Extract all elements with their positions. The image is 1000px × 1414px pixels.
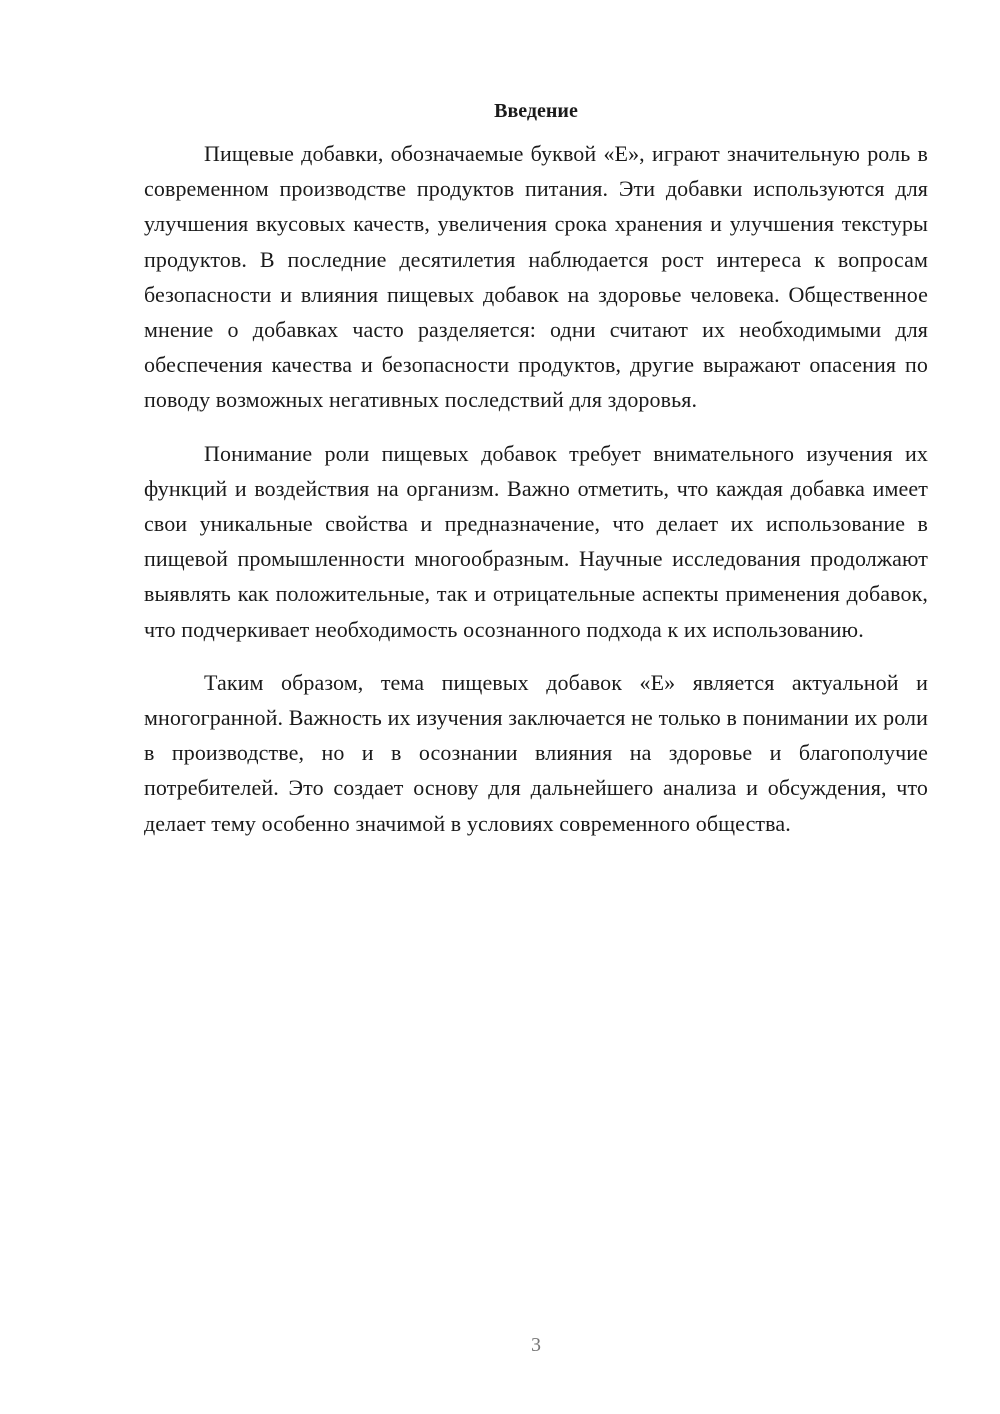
paragraph-1: Пищевые добавки, обозначаемые буквой «Е», играют значительную роль в современном производстве продуктов питания. Эти добавки используются для улучшения вкусовых качеств, увеличения срока хранения и улучшения текстуры продуктов. В последние десятилетия наблюдается рост интереса к вопросам безопасности и влияния пищевых добавок на здоровье человека. Общественное мнение о добавках часто разделяется: одни считают их необходимыми для обеспечения качества и безопасности продуктов, другие выражают опасения по поводу возможных негативных последствий для здоровья. xyxy=(144,141,928,413)
paragraph-3: Таким образом, тема пищевых добавок «Е» является актуальной и многогранной. Важность их изучения заключается не только в понимании их роли в производстве, но и в осознании влияния на здоровье и благополучие потребителей. Это создает основу для дальнейшего анализа и обсуждения, что делает тему особенно значимой в условиях современного общества. xyxy=(144,669,928,836)
paragraph-2: Понимание роли пищевых добавок требует внимательного изучения их функций и воздействия на организм. Важно отметить, что каждая добавка имеет свои уникальные свойства и предназначение, что делает их использование в пищевой промышленности многообразным. Научные исследования продолжают выявлять как положительные, так и отрицательные аспекты применения добавок, что подчеркивает необходимость осознанного подхода к их использованию. xyxy=(144,440,928,642)
page-content xyxy=(144,96,928,859)
page-number: 3 xyxy=(531,1334,541,1356)
section-heading: Введение xyxy=(494,100,578,122)
